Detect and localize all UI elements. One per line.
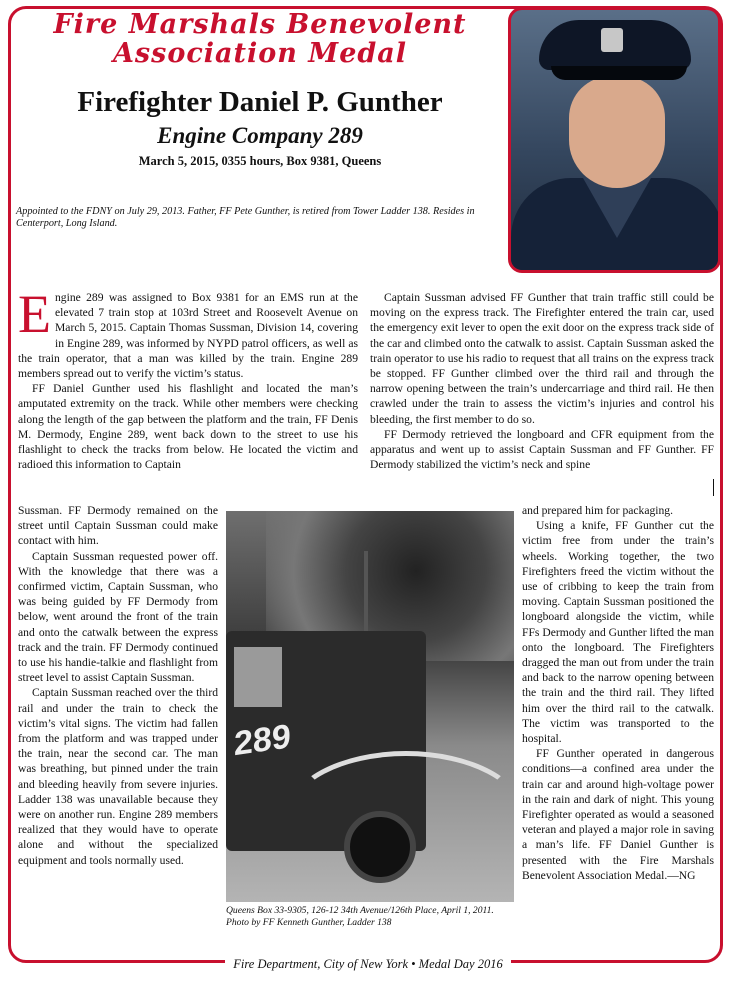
article-paragraph: FF Dermody retrieved the longboard and CFR equipment from the apparatus and went up to assist Captain Sussman and FF Gunther. FF Dermody stabilized the victim’s neck and spine [370,427,714,472]
article-column-1-bottom [18,503,218,943]
article-paragraph: FF Daniel Gunther used his flashlight and located the man’s amputated extremity on the track. While other members were checking along the length of the gap between the platform and the train, FF Denis M. Dermody, Engine 289, went back down to the street to use his flashlight to check the tracks from below. He located the victim and radioed this information to Captain [18,382,358,472]
fire-scene-photo [226,511,514,902]
article-paragraph: Sussman. FF Dermody remained on the street until Captain Sussman could make contact with him. [18,504,218,548]
bio-note: Appointed to the FDNY on July 29, 2013. Father, FF Pete Gunther, is retired from Tower Ladder 138. Resides in Centerport, Long Island. [16,206,475,229]
footer-text: Fire Department, City of New York • Medal Day 2016 [225,957,510,971]
portrait-face [569,76,665,188]
cap-badge-icon [601,28,623,52]
portrait-cap-visor [551,66,687,80]
medal-title [20,10,500,68]
article-paragraph: ngine 289 was assigned to Box 9381 for an EMS run at the elevated 7 train stop at 103rd Street and Roosevelt Avenue on March 5, 2015. Captain Thomas Sussman, Division 14, covering in Engine 289, was informed by NYPD patrol officers, as well as the train operator, that a man was killed by the train. Engine 289 members spread out to verify the victim’s status. [18,291,358,381]
firefighter-portrait [508,7,721,273]
article-paragraph: Captain Sussman advised FF Gunther that train traffic still could be moving on the express track. The Firefighter entered the train car, used the emergency exit lever to open the exit door on the express track side of the car and climbed onto the catwalk to assist. Captain Sussman asked the train operator to use his radio to request that all trains on the express track be stopped. FF Gunther climbed over the third rail and through the narrow opening between the train’s undercarriage and third rail. He then crawled under the train to assess the victim’s injuries and control his bleeding, the first member to do so. [370,291,714,426]
engine-window [234,647,282,707]
drop-cap: E [18,290,51,344]
medal-title-line1: Fire Marshals Benevolent [53,9,467,40]
page-footer [18,957,718,972]
incident-dateline: March 5, 2015, 0355 hours, Box 9381, Queens [138,154,382,168]
article-column-1-top [18,290,358,505]
article-paragraph: Using a knife, FF Gunther cut the victim free from under the train’s wheels. Working together, the two Firefighters freed the victim without the use of cribbing to keep the train from moving. Captain Sussman positioned the longboard alongside the victim, while FFs Dermody and Gunther lifted the man onto the longboard. The Firefighters dragged the man out from under the train and back to the narrow opening between the train and the third rail. They lifted him over the third rail to the catwalk. The victim was transported to the hospital. [522,519,714,746]
engine-wheel [344,811,416,883]
text-cursor [713,479,714,496]
company-name: Engine Company 289 [157,123,363,148]
article-column-2-top [370,290,714,500]
article-paragraph: FF Gunther operated in dangerous conditions—a confined area under the train car and around high-voltage power in the rain and dark of night. This young Firefighter operated as would a seasoned veteran and played a major role in saving a man’s life. FF Daniel Gunther is presented with the Fire Marshals Benevolent Association Medal.—NG [522,747,714,882]
article-column-2-bottom [522,503,714,943]
engine-number: 289 [234,717,291,764]
medal-title-line2: Association Medal [112,38,407,69]
photo-caption: Queens Box 33-9305, 126-12 34th Avenue/126th Place, April 1, 2011. Photo by FF Kenneth Gunther, Ladder 138 [226,905,494,928]
article-paragraph: Captain Sussman reached over the third rail and under the train to check the victim’s vital signs. The victim had fallen from the platform and was trapped under the train, near the second car. The man was breathing, but pinned under the train and bleeding heavily from severe injuries. Ladder 138 was unavailable because they were on another run. Engine 289 members realized that they would have to operate alone and without the specialized equipment and tools normally used. [18,686,218,867]
article-paragraph: and prepared him for packaging. [522,504,673,517]
recipient-name: Firefighter Daniel P. Gunther [77,86,443,118]
article-paragraph: Captain Sussman requested power off. With the knowledge that there was a confirmed victim, Captain Sussman, who was being guided by FF Dermody from below, went around the front of the train and onto the catwalk between the express track and the train. FF Dermody continued to use his handie-talkie and flashlight from street level to assist Captain Sussman. [18,549,218,685]
